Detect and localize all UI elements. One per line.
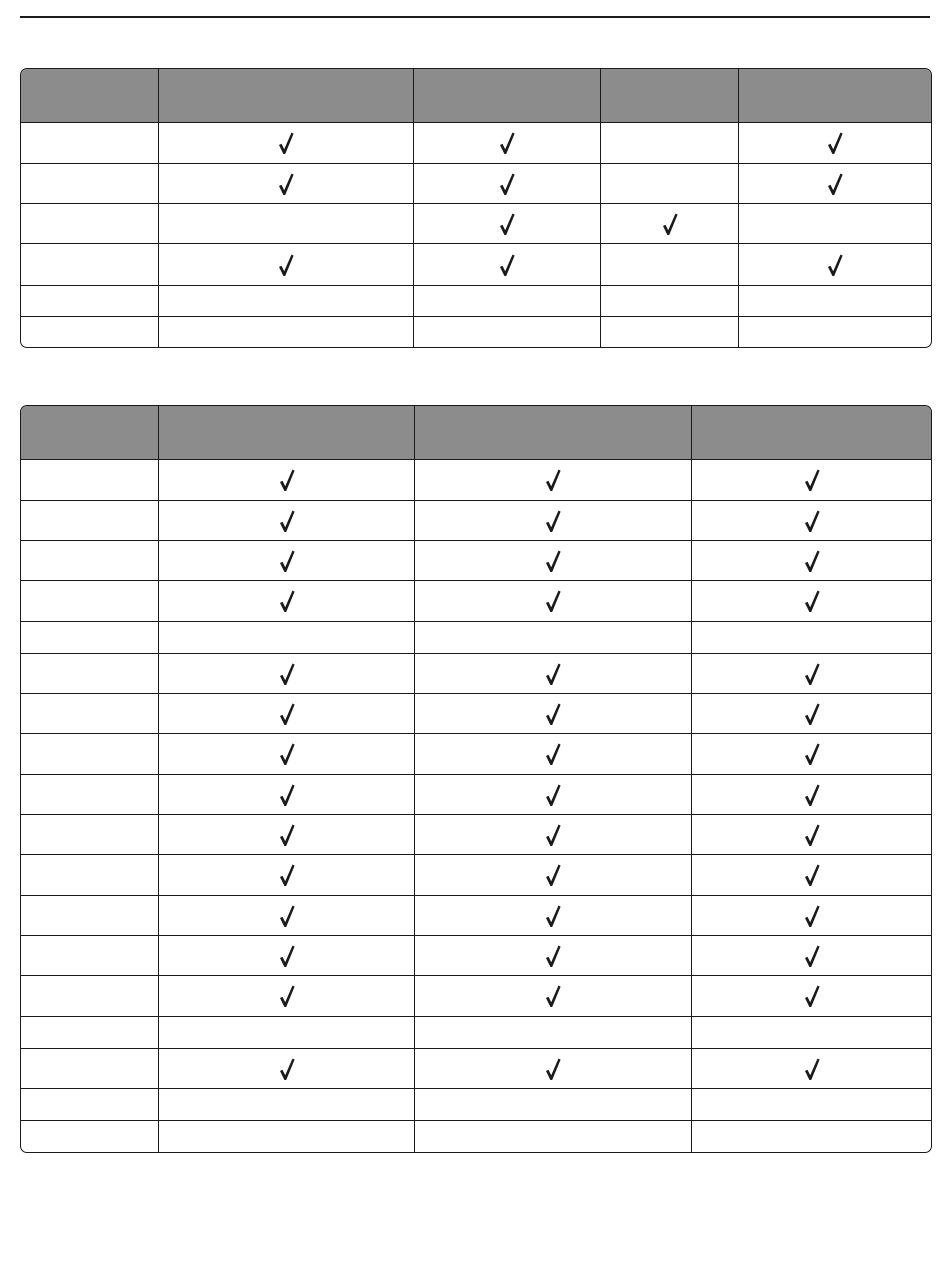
row-label	[21, 1048, 158, 1088]
check-mark-icon	[802, 549, 822, 573]
table-row	[21, 316, 931, 347]
table-cell	[158, 621, 414, 653]
table-cell	[691, 1088, 931, 1120]
check-mark-icon	[543, 702, 563, 726]
table-cell	[158, 316, 413, 347]
table-row	[21, 693, 931, 733]
check-mark-icon	[277, 662, 297, 686]
check-mark-icon	[543, 904, 563, 928]
column-header-1	[21, 406, 158, 460]
table-cell	[414, 895, 691, 935]
row-label	[21, 316, 158, 347]
check-mark-icon	[277, 1057, 297, 1081]
column-header-4	[691, 406, 931, 460]
check-mark-icon	[277, 509, 297, 533]
check-mark-icon	[543, 783, 563, 807]
table-cell	[413, 163, 600, 203]
column-header-2	[158, 69, 413, 123]
check-mark-icon	[497, 131, 517, 155]
check-mark-icon	[277, 549, 297, 573]
check-mark-icon	[543, 944, 563, 968]
check-mark-icon	[276, 253, 296, 277]
table-cell	[158, 500, 414, 540]
check-mark-icon	[277, 783, 297, 807]
check-mark-icon	[277, 863, 297, 887]
check-mark-icon	[802, 904, 822, 928]
check-mark-icon	[825, 131, 845, 155]
table-cell	[600, 123, 738, 163]
table-cell	[414, 580, 691, 621]
table-cell	[691, 935, 931, 975]
table-cell	[414, 975, 691, 1016]
row-label	[21, 123, 158, 163]
row-label	[21, 935, 158, 975]
table-cell	[738, 123, 931, 163]
table-cell	[691, 693, 931, 733]
table-cell	[691, 500, 931, 540]
table-cell	[691, 854, 931, 895]
table-cell	[413, 243, 600, 285]
table-row	[21, 935, 931, 975]
table-cell	[158, 814, 414, 854]
check-mark-icon	[276, 131, 296, 155]
table-cell	[414, 814, 691, 854]
table-cell	[691, 540, 931, 580]
check-mark-icon	[802, 742, 822, 766]
row-label	[21, 693, 158, 733]
table-cell	[414, 500, 691, 540]
check-mark-icon	[497, 172, 517, 196]
check-mark-icon	[802, 944, 822, 968]
row-label	[21, 1120, 158, 1152]
row-label	[21, 774, 158, 814]
table-row	[21, 460, 931, 500]
table-cell	[691, 895, 931, 935]
row-label	[21, 653, 158, 693]
row-label	[21, 203, 158, 243]
row-label	[21, 1016, 158, 1048]
table-cell	[414, 1048, 691, 1088]
table-cell	[600, 316, 738, 347]
check-mark-icon	[802, 823, 822, 847]
check-mark-icon	[802, 1057, 822, 1081]
table-cell	[158, 935, 414, 975]
compatibility-table-2	[20, 405, 932, 1153]
table-cell	[158, 123, 413, 163]
check-mark-icon	[277, 702, 297, 726]
table-cell	[691, 1016, 931, 1048]
table-cell	[414, 653, 691, 693]
table-cell	[158, 580, 414, 621]
table-row	[21, 123, 931, 163]
check-mark-icon	[276, 172, 296, 196]
table-cell	[158, 693, 414, 733]
table-row	[21, 1120, 931, 1152]
table-cell	[158, 1120, 414, 1152]
table-cell	[691, 1048, 931, 1088]
table-cell	[691, 460, 931, 500]
column-header-3	[413, 69, 600, 123]
table-cell	[414, 460, 691, 500]
table-cell	[691, 621, 931, 653]
check-mark-icon	[543, 549, 563, 573]
check-mark-icon	[277, 904, 297, 928]
table-row	[21, 243, 931, 285]
check-mark-icon	[497, 253, 517, 277]
check-mark-icon	[277, 944, 297, 968]
check-mark-icon	[543, 1057, 563, 1081]
table-row	[21, 653, 931, 693]
check-mark-icon	[543, 984, 563, 1008]
row-label	[21, 243, 158, 285]
check-mark-icon	[802, 662, 822, 686]
check-mark-icon	[802, 863, 822, 887]
row-label	[21, 621, 158, 653]
column-header-2	[158, 406, 414, 460]
table-cell	[158, 895, 414, 935]
table-cell	[414, 621, 691, 653]
table-cell	[691, 733, 931, 774]
table-row	[21, 1016, 931, 1048]
check-mark-icon	[277, 468, 297, 492]
table-row	[21, 540, 931, 580]
table-cell	[158, 975, 414, 1016]
table-cell	[738, 203, 931, 243]
row-label	[21, 500, 158, 540]
check-mark-icon	[497, 212, 517, 236]
table-cell	[413, 316, 600, 347]
check-mark-icon	[277, 589, 297, 613]
table-row	[21, 854, 931, 895]
table-cell	[414, 774, 691, 814]
table-cell	[600, 243, 738, 285]
check-mark-icon	[802, 468, 822, 492]
table-row	[21, 580, 931, 621]
check-mark-icon	[543, 823, 563, 847]
table-row	[21, 814, 931, 854]
check-mark-icon	[543, 662, 563, 686]
column-header-4	[600, 69, 738, 123]
row-label	[21, 975, 158, 1016]
table-cell	[600, 285, 738, 316]
table-cell	[414, 540, 691, 580]
table-cell	[158, 1048, 414, 1088]
check-mark-icon	[543, 589, 563, 613]
table-cell	[600, 203, 738, 243]
check-mark-icon	[802, 783, 822, 807]
row-label	[21, 285, 158, 316]
table-cell	[158, 1016, 414, 1048]
table-cell	[691, 814, 931, 854]
table-cell	[414, 1088, 691, 1120]
row-label	[21, 163, 158, 203]
table-cell	[158, 460, 414, 500]
check-mark-icon	[543, 509, 563, 533]
check-mark-icon	[802, 589, 822, 613]
check-mark-icon	[277, 742, 297, 766]
table-cell	[158, 1088, 414, 1120]
row-label	[21, 854, 158, 895]
table-row	[21, 733, 931, 774]
table-cell	[738, 285, 931, 316]
table-cell	[738, 163, 931, 203]
column-header-1	[21, 69, 158, 123]
table-cell	[414, 854, 691, 895]
table-row	[21, 1048, 931, 1088]
table-row	[21, 285, 931, 316]
check-mark-icon	[802, 984, 822, 1008]
table-cell	[600, 163, 738, 203]
table-row	[21, 895, 931, 935]
check-mark-icon	[277, 984, 297, 1008]
table-cell	[158, 163, 413, 203]
table-cell	[738, 316, 931, 347]
row-label	[21, 1088, 158, 1120]
table-cell	[413, 123, 600, 163]
compatibility-table-1	[20, 68, 932, 348]
table-row	[21, 774, 931, 814]
top-rule	[20, 16, 930, 18]
table-cell	[413, 285, 600, 316]
table-cell	[413, 203, 600, 243]
table-row	[21, 1088, 931, 1120]
check-mark-icon	[825, 172, 845, 196]
table-cell	[691, 580, 931, 621]
table-cell	[414, 1016, 691, 1048]
table-row	[21, 975, 931, 1016]
row-label	[21, 580, 158, 621]
column-header-5	[738, 69, 931, 123]
check-mark-icon	[277, 823, 297, 847]
check-mark-icon	[802, 509, 822, 533]
table-cell	[691, 653, 931, 693]
table-cell	[158, 243, 413, 285]
check-mark-icon	[543, 863, 563, 887]
table-cell	[158, 733, 414, 774]
table-row	[21, 621, 931, 653]
row-label	[21, 895, 158, 935]
table-cell	[158, 285, 413, 316]
table-cell	[691, 774, 931, 814]
table-cell	[414, 1120, 691, 1152]
table-row	[21, 163, 931, 203]
check-mark-icon	[825, 253, 845, 277]
table-cell	[414, 693, 691, 733]
table-cell	[158, 203, 413, 243]
table-cell	[691, 1120, 931, 1152]
check-mark-icon	[802, 702, 822, 726]
row-label	[21, 733, 158, 774]
check-mark-icon	[543, 742, 563, 766]
table-cell	[158, 540, 414, 580]
check-mark-icon	[660, 212, 680, 236]
row-label	[21, 814, 158, 854]
row-label	[21, 460, 158, 500]
table-cell	[158, 653, 414, 693]
row-label	[21, 540, 158, 580]
table-row	[21, 500, 931, 540]
table-cell	[414, 733, 691, 774]
table-cell	[158, 774, 414, 814]
table-cell	[414, 935, 691, 975]
table-cell	[691, 975, 931, 1016]
check-mark-icon	[543, 468, 563, 492]
table-cell	[158, 854, 414, 895]
table-row	[21, 203, 931, 243]
table-cell	[738, 243, 931, 285]
column-header-3	[414, 406, 691, 460]
